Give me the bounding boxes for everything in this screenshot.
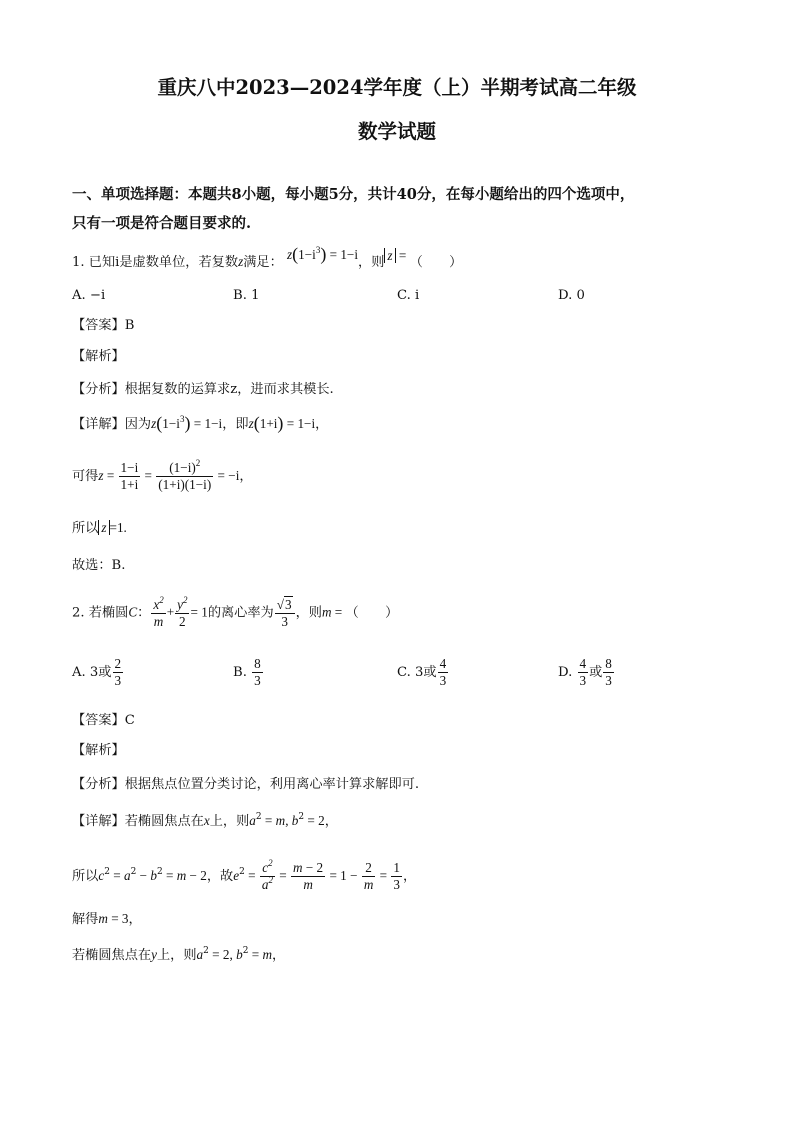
q1-kede-line: 可得z = $\frac{1-i}{1+i}$ = $\frac{(1-i)^2}{(1+i)(1-i)}$ = −i， (72, 458, 253, 492)
section-heading-line2: 只有一项是符合题目要求的. (72, 215, 252, 232)
q2-option-c: C. 3或 $\frac{4}{3}$ (397, 656, 447, 688)
q1-analysis-label: 【解析】 (72, 349, 125, 364)
q2-analysis-label: 【解析】 (72, 743, 125, 758)
q1-option-d: D. 0 (558, 288, 585, 303)
q1-option-c: C. i (397, 288, 420, 303)
q1-answer: 【答案】B (72, 318, 135, 333)
q2-detail: 【详解】若椭圆焦点在x上，则$a^2 = m$, $b^2 = 2$， (72, 812, 338, 829)
q2-jiede-line: 解得m = 3， (72, 911, 142, 927)
q2-case-y-line: 若椭圆焦点在y上，则$a^2 = 2$, $b^2 = m$， (72, 946, 286, 963)
section-heading-line1: 一、单项选择题：本题共8小题，每小题5分，共计40分，在每小题给出的四个选项中， (72, 186, 635, 203)
q1-detail: 【详解】因为$z(1-i^3) = 1-i$，即z(1+i) = 1−i， (72, 413, 329, 433)
q1-guxuan: 故选：B. (72, 558, 126, 573)
question-2-stem: 2. 若椭圆C： $\frac{x^2}{m}$ + $\frac{y^2}{2}$ = 1的离心率为 $\frac{√3}{3}$ ，则m = （ ） (72, 594, 399, 629)
q2-suoyi-line: 所以$c^2 = a^2 - b^2 = m - 2$，故$e^2$ = $\frac{c^2}{a^2}$ = $\frac{m - 2}{m}$ = 1 − $\frac{2}{m}$ = $\frac{1}{3}$ ， (72, 858, 417, 892)
page-title: 重庆八中2023—2024学年度（上）半期考试高二年级 (157, 76, 637, 99)
q2-option-a: A. 3或 $\frac{2}{3}$ (72, 656, 122, 688)
q2-fenxi: 【分析】根据焦点位置分类讨论，利用离心率计算求解即可. (72, 777, 420, 792)
question-1-stem: 1. 已知i是虚数单位，若复数z满足： $z(1-i^3) = 1-i$，则 z = （ ） (72, 244, 463, 270)
q1-fenxi: 【分析】根据复数的运算求z，进而求其模长. (72, 382, 334, 397)
q1-option-a: A. −i (72, 288, 106, 303)
page-subtitle: 数学试题 (357, 120, 436, 143)
q2-option-d: D. $\frac{4}{3}$ 或 $\frac{8}{3}$ (558, 656, 612, 688)
q1-option-b: B. 1 (233, 288, 260, 303)
q1-suoyi-line: 所以 z =1. (72, 520, 127, 536)
q2-answer: 【答案】C (72, 713, 135, 728)
q2-option-b: B. $\frac{8}{3}$ (233, 656, 261, 688)
